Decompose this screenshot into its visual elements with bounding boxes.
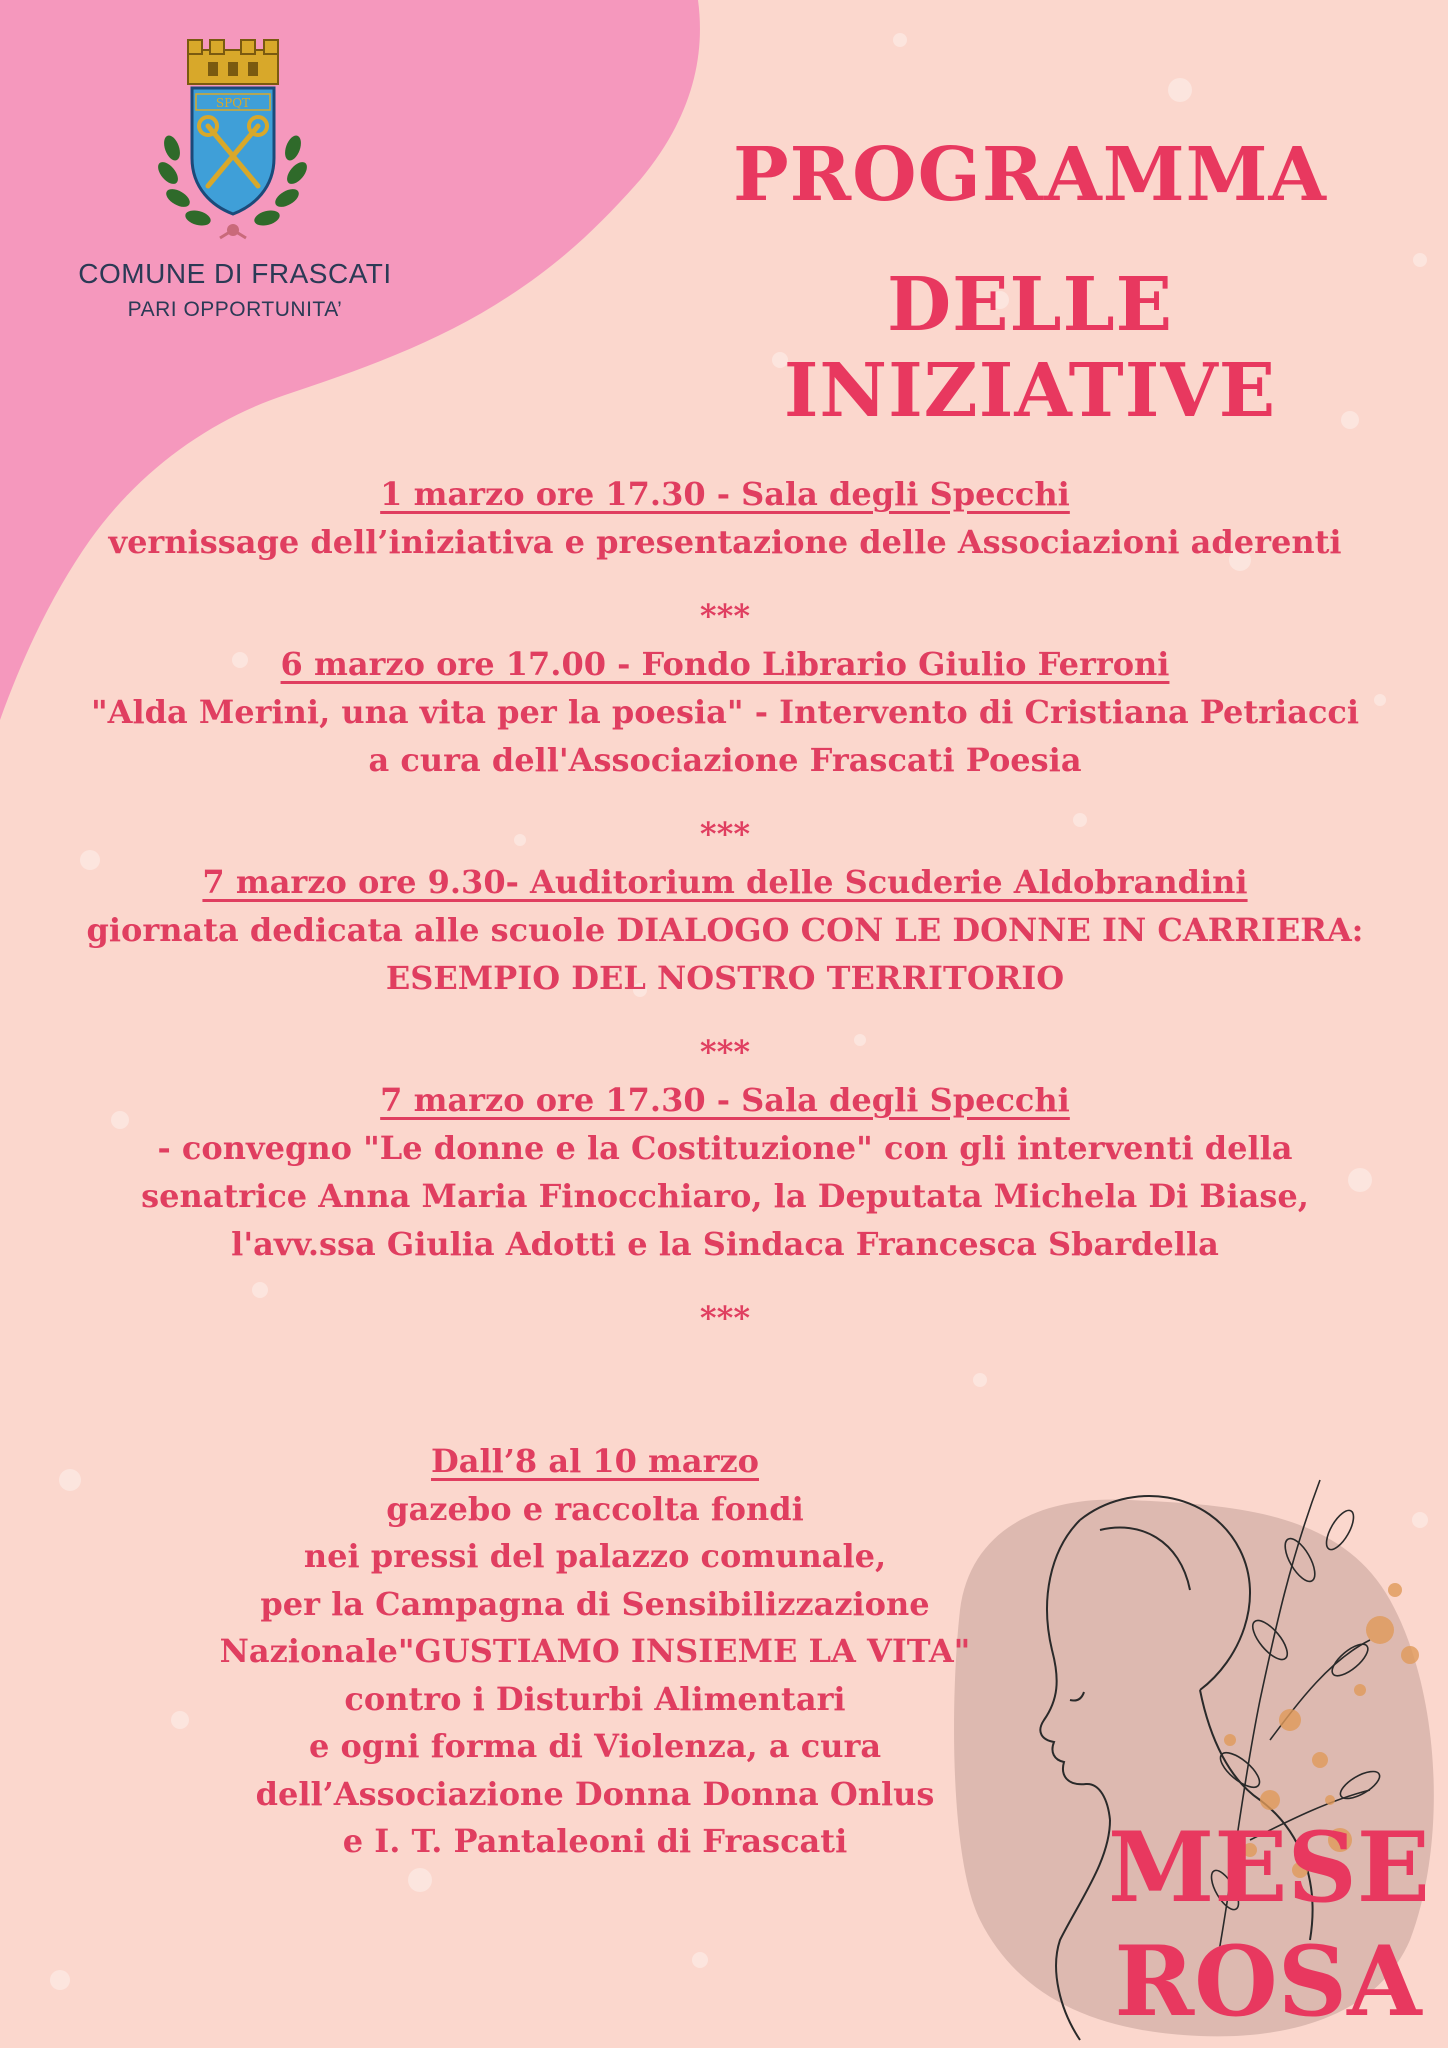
event-line: gazebo e raccolta fondi <box>386 1489 804 1528</box>
event-item <box>40 858 1410 1002</box>
event-line: giornata dedicata alle scuole DIALOGO CON LE DONNE IN CARRIERA: <box>86 911 1364 949</box>
crown-icon <box>188 40 278 84</box>
event-line: vernissage dell’iniziativa e presentazione delle Associazioni aderenti <box>108 523 1342 561</box>
event-line: dell’Associazione Donna Donna Onlus <box>255 1774 935 1813</box>
event-head: 7 marzo ore 17.30 - Sala degli Specchi <box>380 1081 1070 1119</box>
event-line: e ogni forma di Violenza, a cura <box>308 1727 882 1765</box>
event-item <box>40 640 1410 784</box>
event-head: Dall’8 al 10 marzo <box>430 1442 759 1480</box>
crest-letters: SPQT <box>215 96 251 110</box>
event-line: contro i Disturbi Alimentari <box>344 1679 846 1718</box>
event-line: - convegno "Le donne e la Costituzione" con gli interventi della <box>157 1129 1293 1167</box>
shield-icon <box>192 88 274 214</box>
event-head: 6 marzo ore 17.00 - Fondo Librario Giulio Ferroni <box>280 645 1170 683</box>
event-line: e I. T. Pantaleoni di Frascati <box>342 1822 848 1860</box>
event-line: l'avv.ssa Giulia Adotti e la Sindaca Francesca Sbardella <box>231 1225 1219 1263</box>
badge-line1: MESE <box>1108 1811 1430 1924</box>
separator: *** <box>699 815 751 853</box>
page-title-line1: PROGRAMMA <box>733 132 1327 218</box>
event-line: senatrice Anna Maria Finocchiaro, la Deputata Michela Di Biase, <box>141 1177 1309 1215</box>
events-list <box>40 470 1410 1342</box>
event-item-gazebo <box>160 1438 1030 1866</box>
event-line: nei pressi del palazzo comunale, <box>303 1537 887 1575</box>
page-title-line2: DELLE INIZIATIVE <box>783 262 1277 434</box>
frascati-crest-logo <box>150 38 315 248</box>
event-line: per la Campagna di Sensibilizzazione <box>260 1584 930 1623</box>
event-head: 1 marzo ore 17.30 - Sala degli Specchi <box>380 475 1070 513</box>
badge-line2: ROSA <box>1114 1925 1422 2038</box>
event-head: 7 marzo ore 9.30- Auditorium delle Scuderie Aldobrandini <box>202 863 1248 901</box>
event-item <box>40 1076 1410 1268</box>
event-item <box>40 470 1410 566</box>
event-line: ESEMPIO DEL NOSTRO TERRITORIO <box>385 959 1065 997</box>
separator: *** <box>699 1033 751 1071</box>
event-line: Nazionale"GUSTIAMO INSIEME LA VITA" <box>219 1632 971 1670</box>
separator: *** <box>699 1299 751 1337</box>
event-line: a cura dell'Associazione Frascati Poesia <box>368 741 1082 779</box>
org-subtitle: PARI OPPORTUNITA’ <box>127 298 343 321</box>
separator: *** <box>699 597 751 635</box>
org-name: COMUNE DI FRASCATI <box>78 258 392 289</box>
event-line: "Alda Merini, una vita per la poesia" - Intervento di Cristiana Petriacci <box>90 693 1360 731</box>
